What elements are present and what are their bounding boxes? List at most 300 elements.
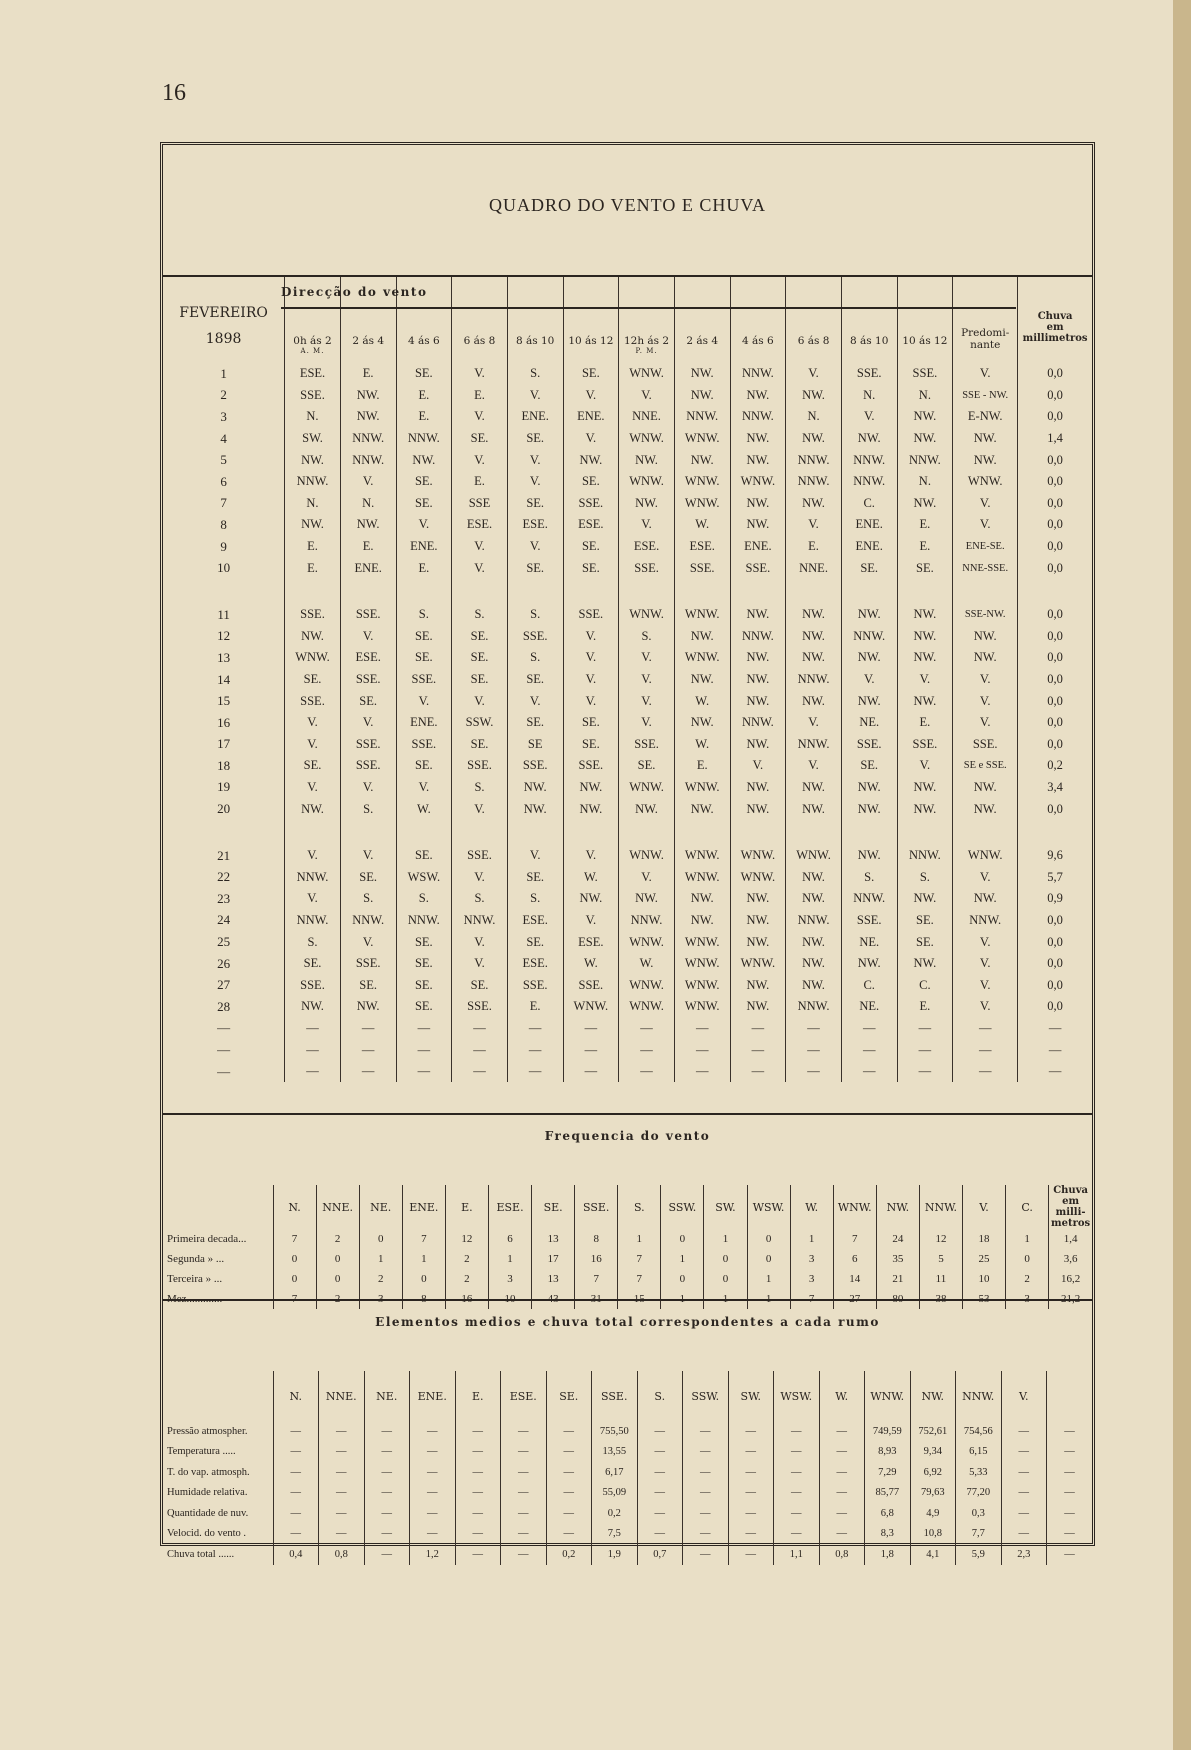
elements-direction-header: E.	[455, 1371, 501, 1421]
elements-cell: —	[410, 1503, 456, 1524]
elements-label-header	[163, 1371, 273, 1421]
predominant-cell: V.	[953, 866, 1018, 888]
elements-direction-header: V.	[1001, 1371, 1047, 1421]
predominant-cell: —	[953, 1061, 1018, 1083]
day-cell: 15	[163, 690, 285, 712]
predominant-cell: NW.	[953, 626, 1018, 648]
year-label: 1898	[205, 331, 242, 347]
direction-cell: SSE	[452, 493, 508, 515]
direction-cell: E.	[897, 514, 953, 536]
direction-cell: ENE.	[507, 406, 563, 428]
gap-cell	[285, 579, 341, 604]
gap-cell	[396, 820, 452, 845]
direction-cell: NNW.	[730, 626, 786, 648]
frequency-direction-header: C.	[1006, 1185, 1049, 1229]
frequency-direction-header: SW.	[704, 1185, 747, 1229]
predominant-cell: NW.	[953, 449, 1018, 471]
frequency-cell: 1	[747, 1289, 790, 1309]
direction-cell: WNW.	[619, 974, 675, 996]
direction-cell: NW.	[841, 604, 897, 626]
predominant-cell: WNW.	[953, 471, 1018, 493]
table-row	[163, 1483, 1092, 1504]
frequency-cell: 25	[963, 1249, 1006, 1269]
elements-cell: 0,7	[637, 1544, 683, 1565]
direction-cell: V.	[897, 669, 953, 691]
direction-cell: S.	[396, 888, 452, 910]
rain-cell: 3,6	[1063, 1253, 1078, 1265]
direction-cell: NW.	[786, 604, 842, 626]
direction-cell: SSE.	[285, 974, 341, 996]
direction-cell: NNW.	[841, 626, 897, 648]
gap-cell	[953, 579, 1018, 604]
frequency-label-header	[163, 1185, 273, 1229]
direction-cell: NW.	[730, 669, 786, 691]
row-label: Mez.............	[163, 1289, 273, 1309]
day-cell: 20	[163, 798, 285, 820]
month-label: FEVEREIRO	[179, 305, 268, 321]
direction-cell: NW.	[730, 888, 786, 910]
frequency-cell: 6	[488, 1229, 531, 1249]
row-label: Pressão atmospher.	[163, 1421, 273, 1442]
direction-cell: SSW.	[452, 712, 508, 734]
frequency-direction-header: SE.	[532, 1185, 575, 1229]
rain-cell: 0,0	[1047, 956, 1063, 971]
direction-cell: S.	[897, 866, 953, 888]
gap-cell	[619, 579, 675, 604]
gap-cell	[563, 579, 619, 604]
direction-cell: V.	[452, 866, 508, 888]
direction-cell: NW.	[285, 996, 341, 1018]
hour-sub-label: A. M.	[300, 347, 325, 355]
direction-cell: NW.	[897, 953, 953, 975]
elements-cell: 4,1	[910, 1544, 956, 1565]
gap-cell	[285, 820, 341, 845]
direction-cell: NNW.	[285, 471, 341, 493]
direction-cell: V.	[786, 712, 842, 734]
direction-cell: NW.	[674, 798, 730, 820]
frequency-cell: 1	[618, 1229, 661, 1249]
direction-cell: WNW.	[619, 363, 675, 385]
direction-cell: S.	[340, 798, 396, 820]
direction-cell: E.	[897, 712, 953, 734]
day-cell: 26	[163, 953, 285, 975]
direction-cell: V.	[563, 845, 619, 867]
frequency-cell: 1	[661, 1289, 704, 1309]
day-cell: 22	[163, 866, 285, 888]
direction-cell: SE.	[396, 363, 452, 385]
direction-cell: SE.	[563, 536, 619, 558]
day-cell: 1	[163, 363, 285, 385]
rain-cell: 21,2	[1060, 1293, 1081, 1305]
table-row	[163, 557, 1092, 579]
direction-cell: NW.	[730, 931, 786, 953]
elements-cell: 754,56	[956, 1421, 1002, 1442]
direction-cell: —	[563, 1039, 619, 1061]
direction-cell: NW.	[786, 493, 842, 515]
direction-cell: WNW.	[786, 845, 842, 867]
direction-cell: WNW.	[674, 428, 730, 450]
frequency-cell: 2	[359, 1269, 402, 1289]
direction-cell: NNW.	[730, 406, 786, 428]
rain-cell: 0,0	[1047, 628, 1063, 643]
direction-cell: W.	[674, 734, 730, 756]
direction-cell: V.	[563, 385, 619, 407]
gap-cell	[452, 820, 508, 845]
elements-cell: —	[319, 1421, 365, 1442]
hour-label: 6 ás 8	[797, 335, 830, 347]
direction-cell: WNW.	[619, 471, 675, 493]
elements-cell: —	[273, 1483, 319, 1504]
frequency-title: Frequencia do vento	[544, 1129, 711, 1143]
direction-cell: NW.	[285, 514, 341, 536]
table-row	[163, 669, 1092, 691]
elements-cell: —	[683, 1462, 729, 1483]
direction-cell: V.	[619, 712, 675, 734]
direction-cell: NW.	[674, 669, 730, 691]
elements-cell: —	[364, 1442, 410, 1463]
direction-cell: NNW.	[841, 888, 897, 910]
direction-cell: SE.	[507, 866, 563, 888]
predominant-cell: E-NW.	[953, 406, 1018, 428]
frequency-body	[163, 1229, 1092, 1309]
frequency-direction-header: SSE.	[575, 1185, 618, 1229]
direction-cell: NW.	[841, 690, 897, 712]
direction-cell: NW.	[285, 626, 341, 648]
elements-direction-header: SSW.	[683, 1371, 729, 1421]
elements-cell: —	[774, 1524, 820, 1545]
frequency-table	[163, 1185, 1092, 1309]
direction-cell: WNW.	[619, 777, 675, 799]
elements-cell: —	[683, 1442, 729, 1463]
frequency-cell: 7	[273, 1229, 316, 1249]
direction-cell: E.	[396, 406, 452, 428]
predominant-cell: NW.	[953, 647, 1018, 669]
frequency-direction-header: SSW.	[661, 1185, 704, 1229]
direction-cell: NE.	[841, 931, 897, 953]
day-cell: 19	[163, 777, 285, 799]
table-row	[163, 1503, 1092, 1524]
elements-cell: —	[819, 1421, 865, 1442]
direction-cell: NW.	[340, 406, 396, 428]
frequency-cell: 5	[919, 1249, 962, 1269]
direction-cell: —	[897, 1061, 953, 1083]
direction-cell: V.	[619, 514, 675, 536]
direction-cell: NW.	[786, 647, 842, 669]
direction-cell: NNW.	[285, 866, 341, 888]
gap-cell	[786, 820, 842, 845]
elements-cell: —	[501, 1421, 547, 1442]
direction-cell: W.	[396, 798, 452, 820]
rain-cell: 0,0	[1047, 999, 1063, 1014]
elements-cell: —	[546, 1462, 592, 1483]
day-cell: 25	[163, 931, 285, 953]
direction-cell: SE.	[563, 557, 619, 579]
rain-cell: —	[1048, 1020, 1062, 1035]
elements-cell: 79,63	[910, 1483, 956, 1504]
direction-cell: E.	[452, 471, 508, 493]
predominant-cell: NW.	[953, 777, 1018, 799]
direction-cell: E.	[897, 996, 953, 1018]
table-row	[163, 953, 1092, 975]
direction-cell: N.	[285, 493, 341, 515]
elements-cell: 55,09	[592, 1483, 638, 1504]
rain-cell: 0,0	[1047, 607, 1063, 622]
direction-cell: NNW.	[786, 471, 842, 493]
elements-cell: —	[637, 1421, 683, 1442]
direction-cell: ENE.	[841, 536, 897, 558]
elements-cell: —	[455, 1462, 501, 1483]
direction-cell: NW.	[897, 406, 953, 428]
wind-bottom-divider	[163, 1113, 1092, 1115]
direction-title: Direcção do vento	[281, 285, 428, 299]
direction-cell: NW.	[786, 798, 842, 820]
direction-cell: SE.	[396, 931, 452, 953]
rain-cell: 0,0	[1047, 650, 1063, 665]
direction-cell: WSW.	[396, 866, 452, 888]
direction-cell: C.	[841, 974, 897, 996]
direction-cell: SE.	[396, 626, 452, 648]
direction-cell: S.	[507, 647, 563, 669]
elements-cell: —	[546, 1442, 592, 1463]
frequency-cell: 1	[704, 1229, 747, 1249]
elements-direction-header: NNW.	[956, 1371, 1002, 1421]
predominant-cell: V.	[953, 493, 1018, 515]
direction-cell: —	[396, 1018, 452, 1040]
direction-cell: V.	[452, 536, 508, 558]
elements-direction-header: SW.	[728, 1371, 774, 1421]
row-label: Terceira » ...	[163, 1269, 273, 1289]
rain-cell: 0,0	[1047, 912, 1063, 927]
direction-cell: NNW.	[897, 845, 953, 867]
direction-cell: SSE.	[340, 734, 396, 756]
elements-cell: —	[774, 1421, 820, 1442]
elements-cell: —	[637, 1442, 683, 1463]
direction-cell: V.	[340, 931, 396, 953]
elements-cell: —	[819, 1462, 865, 1483]
direction-cell: SSE.	[340, 953, 396, 975]
rain-cell: 0,0	[1047, 452, 1063, 467]
elements-direction-header: WSW.	[774, 1371, 820, 1421]
direction-cell: ENE.	[396, 536, 452, 558]
frequency-cell: 8	[402, 1289, 445, 1309]
direction-cell: —	[563, 1061, 619, 1083]
direction-cell: —	[786, 1018, 842, 1040]
rain-cell: 0,0	[1047, 736, 1063, 751]
direction-cell: —	[507, 1039, 563, 1061]
rain-cell: 0,0	[1047, 560, 1063, 575]
direction-cell: SSE.	[563, 493, 619, 515]
rain-cell: 3,4	[1047, 779, 1063, 794]
day-cell: 4	[163, 428, 285, 450]
frequency-cell: 1	[790, 1229, 833, 1249]
direction-cell: NW.	[730, 449, 786, 471]
direction-cell: ESE.	[674, 536, 730, 558]
direction-cell: NW.	[730, 514, 786, 536]
direction-cell: V.	[507, 449, 563, 471]
decade-gap	[163, 579, 1092, 604]
day-cell: 17	[163, 734, 285, 756]
direction-cell: SE.	[897, 910, 953, 932]
direction-cell: E.	[897, 536, 953, 558]
direction-cell: ESE.	[285, 363, 341, 385]
direction-cell: V.	[452, 449, 508, 471]
gap-cell	[163, 820, 285, 845]
gap-cell	[563, 820, 619, 845]
frequency-cell: 1	[359, 1249, 402, 1269]
direction-cell: W.	[563, 953, 619, 975]
hour-label: 4 ás 6	[742, 335, 774, 347]
elements-cell: —	[728, 1544, 774, 1565]
direction-cell: NNW.	[786, 910, 842, 932]
elements-cell: 0,2	[546, 1544, 592, 1565]
elements-direction-header	[1047, 1371, 1093, 1421]
row-label: Velocid. do vento .	[163, 1524, 273, 1545]
direction-cell: —	[452, 1039, 508, 1061]
direction-cell: —	[730, 1061, 786, 1083]
direction-cell: S.	[340, 888, 396, 910]
elements-cell: —	[273, 1503, 319, 1524]
gap-cell	[897, 820, 953, 845]
frequency-cell: 7	[618, 1249, 661, 1269]
gap-cell	[841, 820, 897, 845]
direction-cell: V.	[563, 910, 619, 932]
frequency-cell: 3	[1006, 1289, 1049, 1309]
gap-cell	[340, 579, 396, 604]
row-label: Chuva total ......	[163, 1544, 273, 1565]
frequency-cell: 7	[273, 1289, 316, 1309]
day-cell: 6	[163, 471, 285, 493]
direction-cell: SE.	[340, 866, 396, 888]
predominant-cell: —	[953, 1039, 1018, 1061]
rain-cell: 0,0	[1047, 693, 1063, 708]
direction-cell: V.	[507, 471, 563, 493]
elements-cell: 4,9	[910, 1503, 956, 1524]
frequency-cell: 2	[316, 1229, 359, 1249]
elements-cell: 752,61	[910, 1421, 956, 1442]
table-row	[163, 1442, 1092, 1463]
row-label: Temperatura .....	[163, 1442, 273, 1463]
predominant-cell: V.	[953, 974, 1018, 996]
frequency-cell: 0	[316, 1269, 359, 1289]
direction-cell: NW.	[897, 604, 953, 626]
direction-cell: W.	[674, 690, 730, 712]
direction-cell: SE.	[452, 974, 508, 996]
direction-cell: V.	[786, 755, 842, 777]
rain-cell: 9,6	[1047, 848, 1063, 863]
direction-cell: WNW.	[619, 604, 675, 626]
direction-cell: S.	[285, 931, 341, 953]
direction-cell: WNW.	[674, 777, 730, 799]
gap-cell	[730, 579, 786, 604]
direction-cell: SE.	[452, 428, 508, 450]
table-row	[163, 406, 1092, 428]
elements-cell: 7,29	[865, 1462, 911, 1483]
direction-cell: NW.	[730, 777, 786, 799]
direction-cell: SSE.	[340, 669, 396, 691]
frequency-rain-header: Chuva em milli- metros	[1051, 1185, 1091, 1229]
direction-cell: V.	[563, 428, 619, 450]
direction-cell: —	[841, 1039, 897, 1061]
direction-cell: —	[340, 1018, 396, 1040]
direction-cell: —	[340, 1039, 396, 1061]
gap-cell	[674, 820, 730, 845]
elements-cell: —	[1001, 1462, 1047, 1483]
elements-cell: —	[546, 1524, 592, 1545]
frequency-cell: 0	[747, 1229, 790, 1249]
direction-cell: E.	[340, 363, 396, 385]
frequency-cell: 1	[747, 1269, 790, 1289]
direction-cell: WNW.	[619, 428, 675, 450]
table-row	[163, 1061, 1092, 1083]
elements-cell: —	[455, 1503, 501, 1524]
direction-cell: NW.	[730, 428, 786, 450]
direction-cell: V.	[285, 734, 341, 756]
direction-cell: NNW.	[285, 910, 341, 932]
elements-cell: 6,15	[956, 1442, 1002, 1463]
frequency-cell: 0	[661, 1269, 704, 1289]
direction-cell: NW.	[730, 910, 786, 932]
direction-cell: SE	[507, 734, 563, 756]
direction-cell: W.	[563, 866, 619, 888]
direction-cell: SE.	[285, 669, 341, 691]
direction-cell: —	[674, 1039, 730, 1061]
table-row	[163, 690, 1092, 712]
predominant-cell: V.	[953, 669, 1018, 691]
direction-cell: NW.	[841, 428, 897, 450]
day-cell: 7	[163, 493, 285, 515]
row-label: Segunda » ...	[163, 1249, 273, 1269]
direction-cell: —	[730, 1039, 786, 1061]
table-row	[163, 734, 1092, 756]
direction-cell: —	[841, 1061, 897, 1083]
direction-cell: V.	[340, 471, 396, 493]
direction-cell: V.	[452, 690, 508, 712]
elements-direction-header: SE.	[546, 1371, 592, 1421]
direction-cell: SSE.	[285, 690, 341, 712]
elements-cell: —	[319, 1524, 365, 1545]
direction-cell: NNW.	[674, 406, 730, 428]
frequency-cell: 53	[963, 1289, 1006, 1309]
elements-cell: —	[319, 1462, 365, 1483]
direction-cell: V.	[563, 647, 619, 669]
direction-cell: NNW.	[452, 910, 508, 932]
rain-cell: 0,0	[1047, 474, 1063, 489]
hour-label: 0h ás 2	[293, 335, 332, 347]
direction-cell: WNW.	[563, 996, 619, 1018]
direction-cell: WNW.	[285, 647, 341, 669]
elements-cell: —	[455, 1524, 501, 1545]
frequency-cell: 0	[704, 1269, 747, 1289]
hour-label: 2 ás 4	[686, 335, 719, 347]
direction-cell: NW.	[507, 798, 563, 820]
direction-cell: SE.	[396, 845, 452, 867]
elements-cell: 0,8	[319, 1544, 365, 1565]
direction-cell: V.	[396, 514, 452, 536]
direction-cell: SE.	[285, 953, 341, 975]
direction-cell: NW.	[563, 888, 619, 910]
gap-cell	[897, 579, 953, 604]
direction-cell: S.	[452, 888, 508, 910]
frequency-cell: 43	[532, 1289, 575, 1309]
elements-cell: —	[364, 1544, 410, 1565]
table-row	[163, 647, 1092, 669]
elements-cell: —	[455, 1544, 501, 1565]
direction-cell: E.	[452, 385, 508, 407]
direction-cell: V.	[452, 363, 508, 385]
direction-cell: SSE.	[452, 996, 508, 1018]
wind-table	[163, 277, 1092, 1082]
frequency-cell: 0	[661, 1229, 704, 1249]
